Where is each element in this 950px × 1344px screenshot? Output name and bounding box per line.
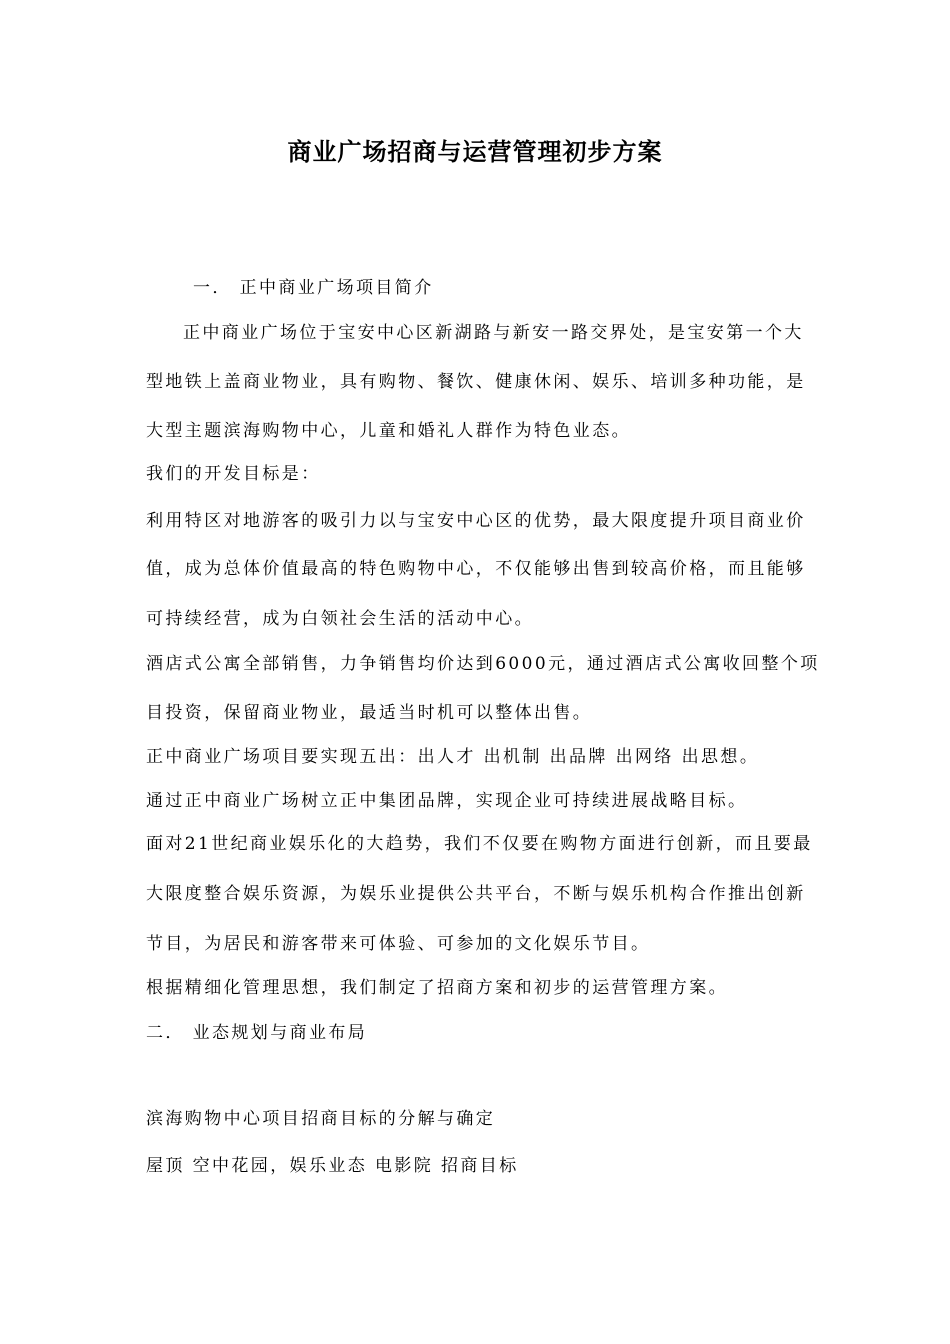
section-heading-1: 一． 正中商业广场项目简介 xyxy=(193,278,434,298)
paragraph-line: 值，成为总体价值最高的特色购物中心，不仅能够出售到较高价格，而且能够 xyxy=(146,559,806,579)
paragraph-line: 滨海购物中心项目招商目标的分解与确定 xyxy=(146,1109,496,1129)
paragraph-line: 正中商业广场项目要实现五出：出人才 出机制 出品牌 出网络 出思想。 xyxy=(146,747,760,767)
paragraph-line: 大限度整合娱乐资源，为娱乐业提供公共平台，不断与娱乐机构合作推出创新 xyxy=(146,884,806,904)
paragraph-line: 可持续经营，成为白领社会生活的活动中心。 xyxy=(146,609,534,629)
paragraph-line: 屋顶 空中花园，娱乐业态 电影院 招商目标 xyxy=(146,1156,519,1176)
paragraph-line: 正中商业广场位于宝安中心区新湖路与新安一路交界处，是宝安第一个大 xyxy=(183,323,804,343)
paragraph-line: 我们的开发目标是： xyxy=(146,464,321,484)
paragraph-line: 大型主题滨海购物中心，儿童和婚礼人群作为特色业态。 xyxy=(146,421,631,441)
paragraph-line: 面对21世纪商业娱乐化的大趋势，我们不仅要在购物方面进行创新，而且要最 xyxy=(146,834,813,854)
paragraph-line: 根据精细化管理思想，我们制定了招商方案和初步的运营管理方案。 xyxy=(146,978,728,998)
paragraph-line: 节目，为居民和游客带来可体验、可参加的文化娱乐节目。 xyxy=(146,934,651,954)
paragraph-line: 酒店式公寓全部销售，力争销售均价达到6000元，通过酒店式公寓收回整个项 xyxy=(146,654,820,674)
paragraph-line: 利用特区对地游客的吸引力以与宝安中心区的优势，最大限度提升项目商业价 xyxy=(146,511,806,531)
section-heading-2: 二． 业态规划与商业布局 xyxy=(146,1023,368,1043)
paragraph-line: 目投资，保留商业物业，最适当时机可以整体出售。 xyxy=(146,703,593,723)
paragraph-line: 型地铁上盖商业物业，具有购物、餐饮、健康休闲、娱乐、培训多种功能，是 xyxy=(146,372,806,392)
paragraph-line: 通过正中商业广场树立正中集团品牌，实现企业可持续进展战略目标。 xyxy=(146,791,748,811)
document-title: 商业广场招商与运营管理初步方案 xyxy=(287,137,663,166)
